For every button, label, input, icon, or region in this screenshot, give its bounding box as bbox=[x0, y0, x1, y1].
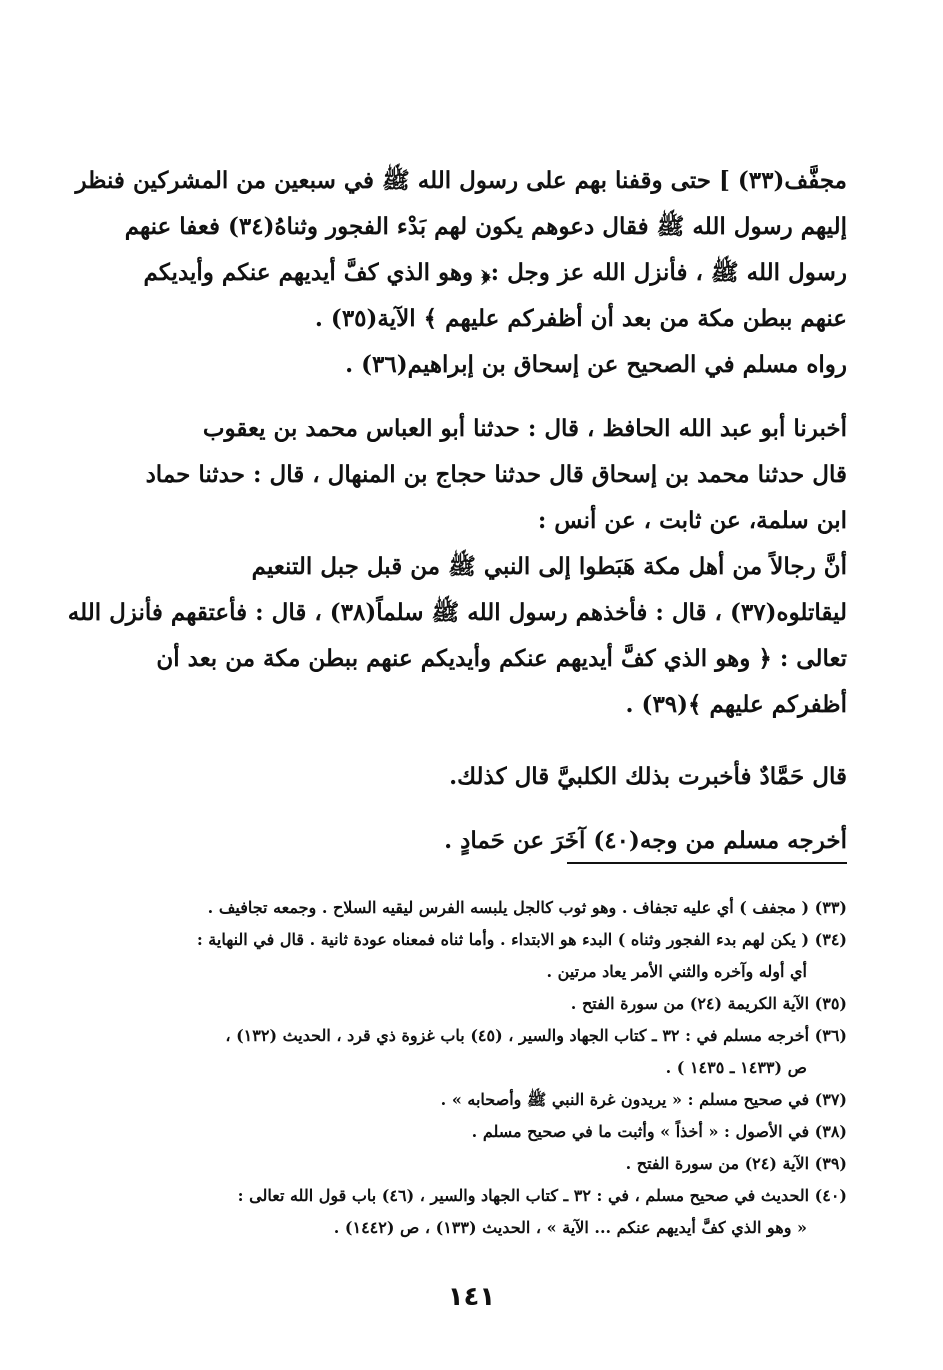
footnote-line: (٣٥) الآية الكريمة (٢٤) من سورة الفتح . bbox=[570, 994, 847, 1013]
text-line: أخبرنا أبو عبد الله الحافظ ، قال : حدثنا أبو العباس محمد بن يعقوب bbox=[202, 415, 847, 442]
footnotes bbox=[87, 892, 847, 1244]
page-number: ١٤١ bbox=[447, 1282, 496, 1312]
footnote-line: (٤٠) الحديث في صحيح مسلم ، في : ٣٢ ـ كتاب الجهاد والسير ، (٤٦) باب قول الله تعالى : bbox=[237, 1186, 847, 1205]
footnote-line: « وهو الذي كفَّ أيديهم عنكم ... الآية » ، الحديث (١٣٣) ، ص (١٤٤٢) . bbox=[333, 1218, 807, 1237]
text-line: تعالى : ﴿ وهو الذي كفَّ أيديهم عنكم وأيديكم عنهم ببطن مكة من بعد أن bbox=[156, 645, 847, 672]
text-line: رواه مسلم في الصحيح عن إسحاق بن إبراهيم(٣٦) . bbox=[345, 351, 847, 378]
text-line: قال حَمَّادٌ فأخبرت بذلك الكلبيَّ قال كذلك. bbox=[449, 763, 847, 790]
text-line: رسول الله ﷺ ، فأنزل الله عز وجل :﴿ وهو الذي كفَّ أيديهم عنكم وأيديكم bbox=[143, 259, 847, 286]
main-text bbox=[67, 158, 847, 864]
text-line: قال حدثنا محمد بن إسحاق قال حدثنا حجاج بن المنهال ، قال : حدثنا حماد bbox=[145, 461, 847, 488]
footnote-line: (٣٦) أخرجه مسلم في : ٣٢ ـ كتاب الجهاد والسير ، (٤٥) باب غزوة ذي قرد ، الحديث (١٣٢) ، bbox=[225, 1026, 847, 1045]
text-line: أنَّ رجالاً من أهل مكة هَبَطوا إلى النبي ﷺ من قبل جبل التنعيم bbox=[251, 553, 847, 580]
text-line: ليقاتلوه(٣٧) ، قال : فأخذهم رسول الله ﷺ سلماً(٣٨) ، قال : فأعتقهم فأنزل الله bbox=[67, 599, 847, 626]
text-line: عنهم ببطن مكة من بعد أن أظفركم عليهم ﴾ الآية(٣٥) . bbox=[314, 305, 847, 332]
footnote-line: (٣٩) الآية (٢٤) من سورة الفتح . bbox=[625, 1154, 847, 1173]
footnote-separator bbox=[567, 862, 847, 864]
text-line: إليهم رسول الله ﷺ فقال دعوهم يكون لهم بَدْء الفجور وثناهُ(٣٤) فعفا عنهم bbox=[124, 213, 847, 240]
footnote-line: (٣٨) في الأصول : « أخذاً » وأثبت ما في صحيح مسلم . bbox=[471, 1122, 847, 1141]
footnote-line: (٣٧) في صحيح مسلم : « يريدون غرة النبي ﷺ وأصحابه » . bbox=[440, 1090, 847, 1109]
footnote-line: (٣٣) ( مجفف ) أي عليه تجفاف . وهو ثوب كالجل يلبسه الفرس ليقيه السلاح . وجمعه تجافيف . bbox=[207, 898, 847, 917]
text-line: مجفَّف(٣٣) ] حتى وقفنا بهم على رسول الله ﷺ في سبعين من المشركين فنظر bbox=[75, 167, 847, 194]
footnote-line: (٣٤) ( يكن لهم بدء الفجور وثناه ) البدء هو الابتداء . وأما ثناه فمعناه عودة ثانية . قال في النهاية : bbox=[196, 930, 847, 949]
text-line: أخرجه مسلم من وجه(٤٠) آخَرَ عن حَمادٍ . bbox=[444, 827, 847, 854]
text-line: ابن سلمة، عن ثابت ، عن أنس : bbox=[537, 507, 847, 534]
footnote-line: ص (١٤٣٣ ـ ١٤٣٥ ) . bbox=[665, 1058, 807, 1077]
footnote-line: أي أوله وآخره والثني الأمر يعاد مرتين . bbox=[546, 962, 807, 981]
text-line: أظفركم عليهم ﴾(٣٩) . bbox=[625, 691, 847, 718]
